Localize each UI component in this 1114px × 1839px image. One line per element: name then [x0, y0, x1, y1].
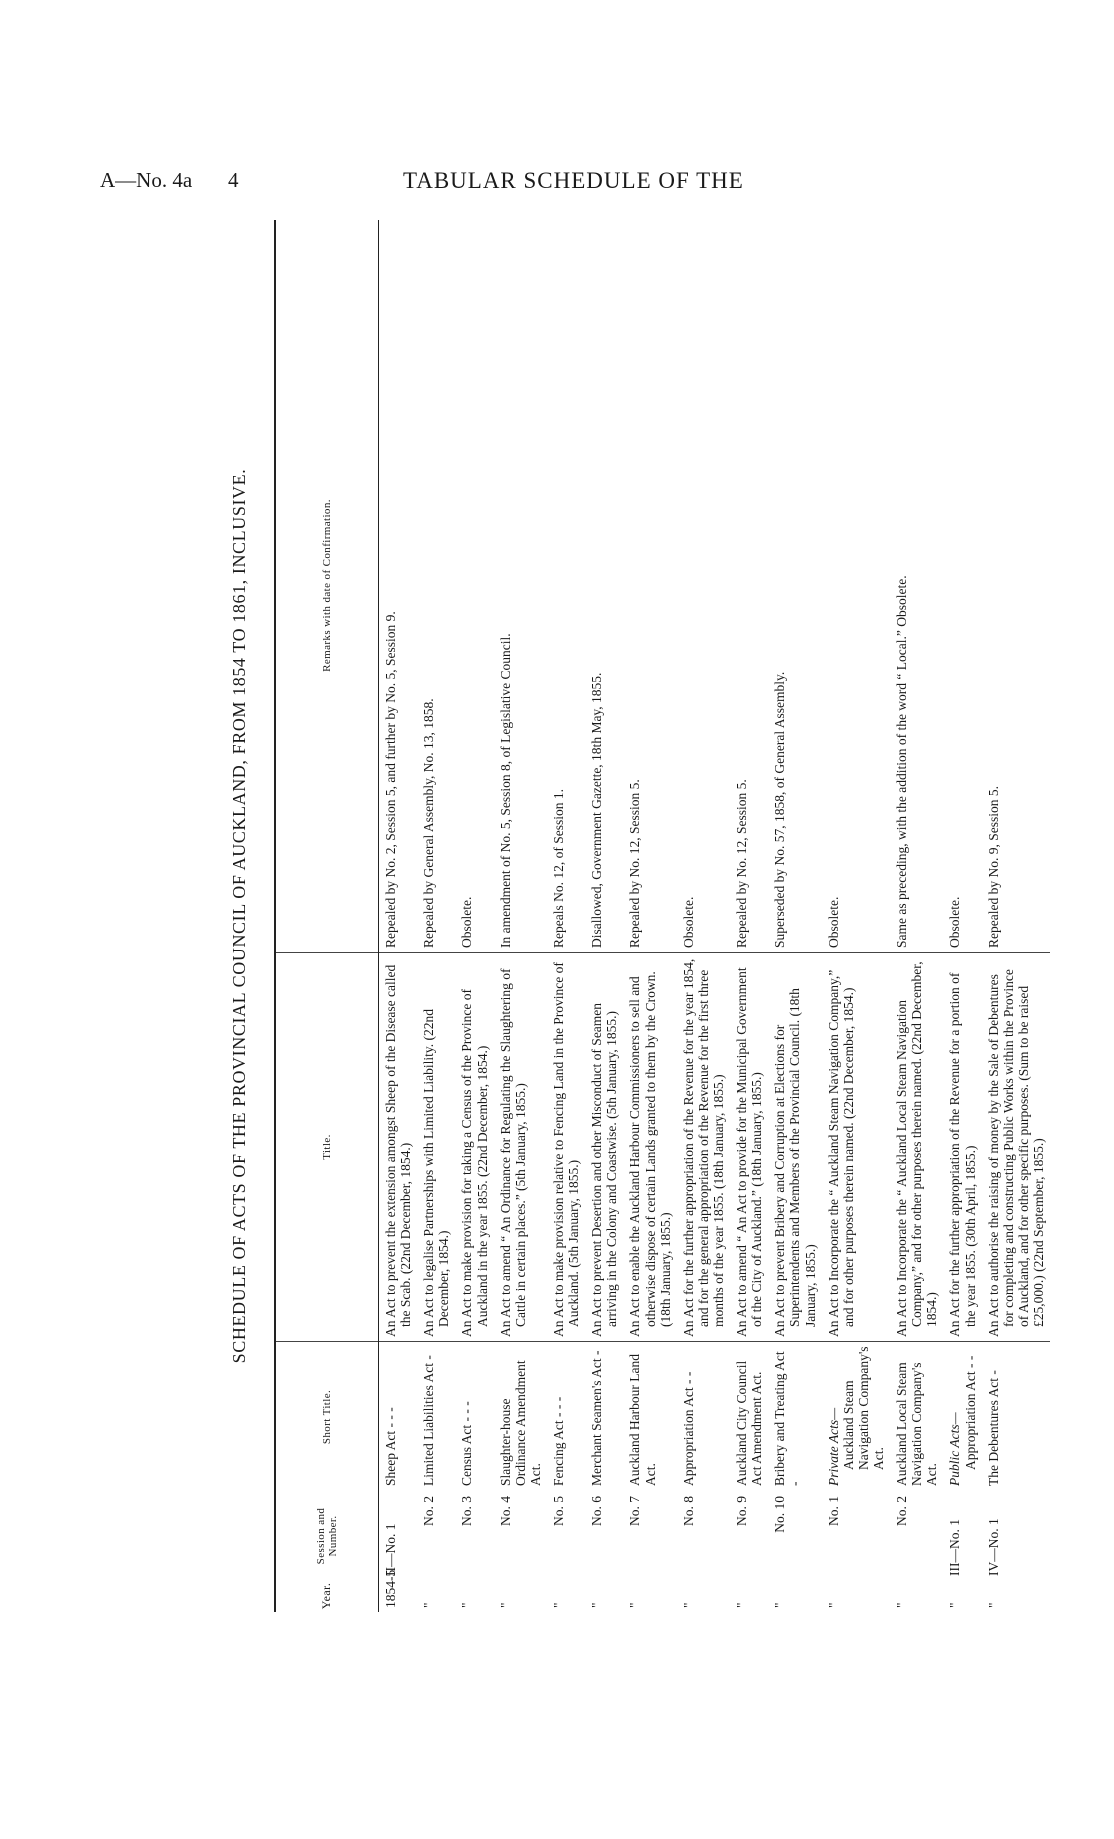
column-divider — [822, 1341, 890, 1342]
cell-short-title: Bribery and Treating Act - — [772, 1351, 803, 1486]
cell-session — [455, 1548, 493, 1580]
cell-remarks: Obsolete. — [947, 896, 963, 948]
column-divider — [730, 1341, 768, 1342]
cell-title: An Act to legalise Partnerships with Limited Liability. (22nd December, 1854.) — [421, 1009, 452, 1337]
cell-title: An Act to prevent Desertion and other Misconduct of Seamen arriving in the Colony and Coastwise. (5th January, 1855.) — [589, 1002, 620, 1337]
cell-title: An Act to amend “ An Ordinance for Regulating the Slaughtering of Cattle in certain places.” (5th January, 1855.) — [497, 968, 528, 1337]
column-divider — [585, 1341, 623, 1342]
table-row — [623, 220, 676, 1612]
column-divider — [494, 1341, 547, 1342]
cell-session — [417, 1548, 455, 1580]
column-divider — [417, 1341, 455, 1342]
cell-section-label: Public Acts— — [947, 1412, 963, 1486]
column-divider — [982, 1341, 1050, 1342]
column-divider — [379, 1341, 417, 1342]
cell-short-title: Sheep Act - - - — [383, 1407, 398, 1486]
cell-session — [677, 1548, 730, 1580]
cell-short-title: The Debentures Act - — [985, 1370, 1001, 1486]
cell-session: II—No. 1 — [383, 1523, 398, 1576]
column-divider — [890, 1341, 943, 1342]
cell-short-title: Census Act - - - — [459, 1401, 475, 1486]
cell-remarks: Repeals No. 12, of Session 1. — [550, 789, 566, 948]
cell-remarks: Obsolete. — [459, 896, 475, 948]
cell-session — [730, 1548, 768, 1580]
table-row — [768, 220, 821, 1612]
cell-year: " — [680, 1602, 696, 1608]
column-divider — [943, 1341, 981, 1342]
cell-title: An Act to prevent Bribery and Corruption at Elections for Superintendents and Members of the Provincial Council. (18th January, 1855.) — [772, 988, 818, 1337]
table-row — [455, 220, 493, 1612]
table-row — [982, 220, 1050, 1612]
cell-number: No. 1 — [825, 1496, 841, 1526]
cell-year: " — [985, 1602, 1001, 1608]
column-divider — [455, 1341, 493, 1342]
cell-remarks: Repealed by No. 12, Session 5. — [627, 779, 643, 948]
column-divider — [547, 1341, 585, 1342]
cell-short-title: Limited Liabilities Act - — [421, 1355, 437, 1486]
cell-short-title: Fencing Act - - - — [550, 1396, 566, 1486]
column-divider — [768, 952, 821, 953]
cell-short-title: Auckland Harbour Land Act. — [627, 1354, 658, 1486]
cell-year: " — [627, 1602, 643, 1608]
cell-remarks: Repealed by No. 9, Session 5. — [985, 786, 1001, 948]
cell-remarks: Obsolete. — [825, 896, 841, 948]
cell-session — [822, 1548, 890, 1580]
col-header-session: Session and Number. — [314, 1507, 339, 1565]
col-header-short-title: Short Title. — [320, 1389, 333, 1445]
col-header-year: Year. — [319, 1582, 334, 1610]
cell-year: " — [589, 1602, 605, 1608]
column-divider — [585, 952, 623, 953]
cell-number: No. 5 — [550, 1496, 566, 1526]
cell-number: No. 8 — [680, 1496, 696, 1526]
header-document-number: A—No. 4a — [100, 168, 193, 192]
cell-short-title — [943, 1342, 981, 1492]
cell-session — [547, 1548, 585, 1580]
cell-year: 1854-5 — [383, 1569, 398, 1608]
cell-remarks: Same as preceding, with the addition of the word “ Local.” Obsolete. — [894, 575, 910, 948]
cell-short-title-text: Auckland Steam Navigation Company's Act. — [840, 1346, 886, 1470]
cell-number: No. 6 — [589, 1496, 605, 1526]
column-divider — [768, 1341, 821, 1342]
column-divider — [623, 1341, 676, 1342]
column-divider — [623, 952, 676, 953]
cell-number: No. 9 — [734, 1496, 750, 1526]
cell-year: " — [550, 1602, 566, 1608]
cell-number — [943, 1492, 981, 1548]
table-row — [677, 220, 730, 1612]
cell-title: An Act for the further appropriation of the Revenue for a portion of the year 1855. (30th April, 1855.) — [947, 972, 978, 1337]
cell-short-title: Appropriation Act - - — [680, 1371, 696, 1486]
column-divider — [276, 952, 378, 953]
cell-remarks: Repealed by No. 12, Session 5. — [734, 779, 750, 948]
col-header-title: Title. — [320, 1134, 333, 1160]
table-row — [547, 220, 585, 1612]
cell-title: An Act to prevent the extension amongst Sheep of the Disease called the Scab. (22nd December, 1854.) — [383, 964, 414, 1337]
cell-number: No. 7 — [627, 1496, 643, 1526]
table-body — [379, 220, 1050, 1612]
column-divider — [276, 1341, 378, 1342]
cell-short-title: Merchant Seamen's Act - — [589, 1350, 605, 1486]
table-row — [943, 220, 981, 1612]
cell-number: No. 4 — [497, 1496, 513, 1526]
header-page-number: 4 — [228, 168, 239, 192]
cell-short-title: Auckland Local Steam Navigation Company's Act. — [894, 1362, 940, 1486]
column-divider — [455, 952, 493, 953]
column-divider — [943, 952, 981, 953]
cell-year: " — [772, 1602, 788, 1608]
table-row — [822, 220, 890, 1612]
table-row — [417, 220, 455, 1612]
cell-title: An Act to enable the Auckland Harbour Commissioners to sell and otherwise dispose of certain Lands granted to them by the Crown. (18th January, 1855.) — [627, 971, 673, 1337]
cell-number: No. 3 — [459, 1496, 475, 1526]
column-divider — [417, 952, 455, 953]
cell-number — [379, 1492, 417, 1548]
cell-year: " — [825, 1602, 841, 1608]
column-divider — [677, 952, 730, 953]
col-header-remarks: Remarks with date of Confirmation. — [320, 499, 333, 672]
cell-number — [982, 1492, 1050, 1548]
column-divider — [890, 952, 943, 953]
cell-short-title: Slaughter-house Ordinance Amendment Act. — [497, 1360, 543, 1486]
table-row — [494, 220, 547, 1612]
table-row — [890, 220, 943, 1612]
cell-title: An Act to make provision for taking a Census of the Province of Auckland in the year 1855. (22nd December, 1854.) — [459, 989, 490, 1337]
cell-title: An Act to authorise the raising of money by the Sale of Debentures for completing and constructing Public Works within the Province of Auckland, and for other specific purposes. (Sum to be raised £25,000.) (22nd September, 1855.) — [985, 969, 1046, 1337]
cell-year: " — [894, 1602, 910, 1608]
column-divider — [379, 952, 417, 953]
cell-title: An Act to Incorporate the “ Auckland Steam Navigation Company,” and for other purposes therein named. (22nd December, 1854.) — [825, 969, 856, 1337]
column-divider — [547, 952, 585, 953]
cell-short-title-text: Appropriation Act - - — [962, 1355, 978, 1470]
cell-remarks: In amendment of No. 5, Session 8, of Legislative Council. — [497, 633, 513, 948]
schedule-title: SCHEDULE OF ACTS OF THE PROVINCIAL COUNCIL OF AUCKLAND, FROM 1854 TO 1861, INCLUSIVE. — [229, 468, 249, 1364]
cell-remarks: Disallowed, Government Gazette, 18th May, 1855. — [589, 672, 605, 948]
cell-remarks: Superseded by No. 57, 1858, of General Assembly. — [772, 671, 788, 948]
cell-short-title: Auckland City Council Act Amendment Act. — [734, 1360, 765, 1486]
cell-session — [623, 1548, 676, 1580]
schedule-table — [274, 220, 1050, 1612]
cell-number: No. 2 — [421, 1496, 437, 1526]
rotated-schedule — [218, 220, 1046, 1612]
table-row — [730, 220, 768, 1612]
column-divider — [494, 952, 547, 953]
cell-title: An Act for the further appropriation of the Revenue for the year 1854, and for the general appropriation of the Revenue for the first three months of the year 1855. (18th January, 1855.) — [680, 958, 726, 1337]
cell-year: " — [734, 1602, 750, 1608]
column-divider — [982, 952, 1050, 953]
cell-session: IV—No. 1 — [985, 1518, 1001, 1576]
cell-session — [585, 1548, 623, 1580]
column-divider — [677, 1341, 730, 1342]
column-divider — [730, 952, 768, 953]
cell-title: An Act to Incorporate the “ Auckland Local Steam Navigation Company,” and for other purposes therein named. (22nd December, 1854.) — [894, 961, 940, 1337]
cell-year: " — [421, 1602, 437, 1608]
cell-remarks: Repealed by General Assembly, No. 13, 1858. — [421, 698, 437, 948]
table-row — [585, 220, 623, 1612]
header-running-title: TABULAR SCHEDULE OF THE — [403, 168, 744, 193]
cell-section-label: Private Acts— — [825, 1407, 841, 1486]
cell-title: An Act to amend “ An Act to provide for the Municipal Government of the City of Auckland.” (18th January, 1855.) — [734, 967, 765, 1337]
cell-title: An Act to make provision relative to Fencing Land in the Province of Auckland. (5th January, 1855.) — [550, 962, 582, 1337]
cell-year: " — [459, 1602, 475, 1608]
cell-session — [768, 1548, 821, 1580]
table-row — [379, 220, 417, 1612]
cell-session: III—No. 1 — [947, 1519, 963, 1576]
cell-session — [890, 1548, 943, 1580]
cell-remarks: Repealed by No. 2, Session 5, and further by No. 5, Session 9. — [383, 611, 398, 948]
cell-number: No. 2 — [894, 1496, 910, 1526]
column-divider — [822, 952, 890, 953]
table-header — [276, 220, 379, 1612]
cell-remarks: Obsolete. — [680, 896, 696, 948]
cell-year: " — [947, 1602, 963, 1608]
cell-year: " — [497, 1602, 513, 1608]
cell-short-title — [822, 1342, 890, 1492]
cell-number: No. 10 — [772, 1496, 788, 1533]
cell-session — [494, 1548, 547, 1580]
